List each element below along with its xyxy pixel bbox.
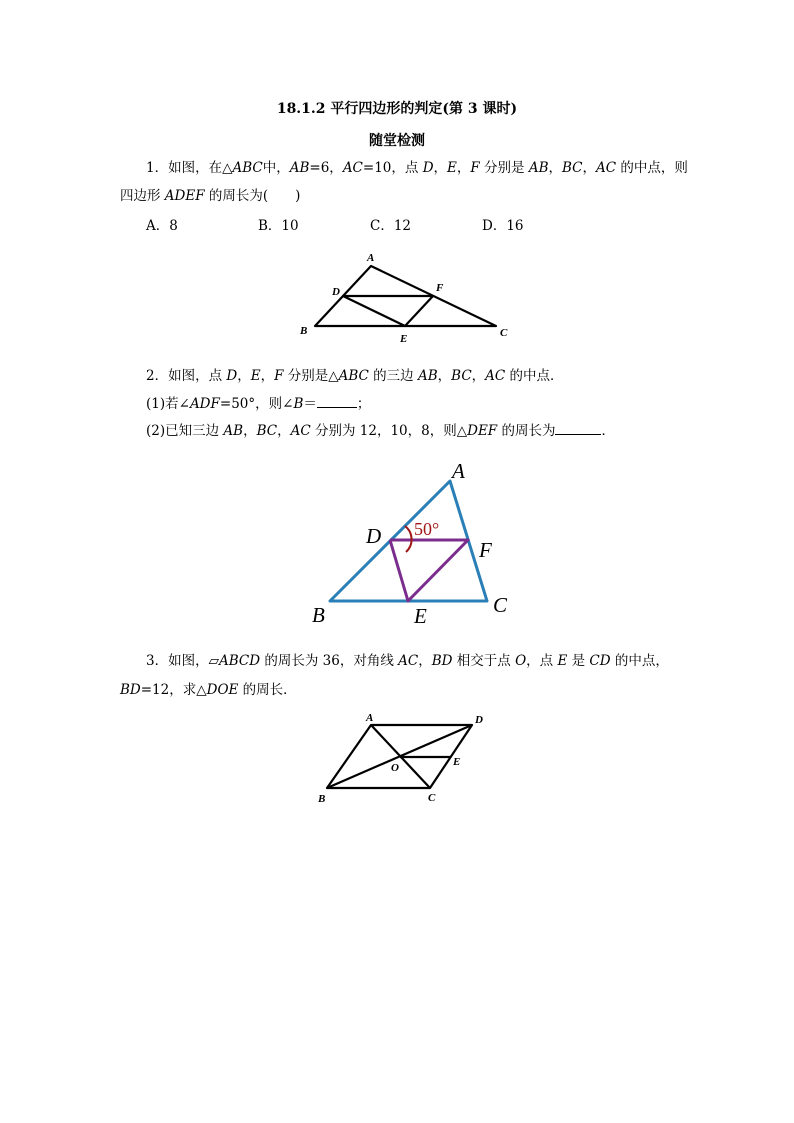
text: =12，求△: [140, 682, 207, 698]
text: ABC: [338, 368, 369, 384]
text: (1)若∠: [146, 396, 190, 412]
text: BD: [431, 653, 453, 669]
text: E: [250, 368, 261, 384]
text: CD: [589, 653, 611, 669]
text: 1．如图，在△: [146, 160, 233, 176]
page-title: 18.1.2 平行四边形的判定(第 3 课时): [276, 101, 518, 117]
q3-label-o: O: [391, 762, 399, 774]
q1-option-d[interactable]: D．16: [482, 218, 524, 234]
q1-option-a[interactable]: A．8: [146, 218, 178, 234]
text: 的周长．: [238, 682, 297, 698]
q3-label-c: C: [428, 792, 436, 804]
text: ，: [437, 368, 452, 384]
text: AC: [342, 160, 363, 176]
text: BC: [256, 423, 278, 439]
text: ，: [260, 368, 275, 384]
text: ，点: [526, 653, 558, 669]
text: AB: [528, 160, 549, 176]
text: ．: [601, 423, 615, 439]
text: ，: [277, 423, 291, 439]
text: AB: [417, 368, 438, 384]
text: =50°，则∠: [219, 396, 294, 412]
q1-label-d: D: [332, 286, 340, 298]
text: D: [422, 160, 434, 176]
text: =6，: [309, 160, 343, 176]
text: (2)已知三边: [146, 423, 224, 439]
text: 的中点．: [505, 368, 564, 384]
text: 分别是: [479, 160, 529, 176]
text: 分别是△: [283, 368, 339, 384]
text: 是: [567, 653, 590, 669]
text: 的周长为( ): [204, 188, 301, 204]
text: B: [293, 396, 304, 412]
text: BD: [120, 682, 141, 698]
q1-label-c: C: [500, 327, 508, 339]
text: E: [557, 653, 568, 669]
text: AB: [223, 423, 244, 439]
text: ，: [433, 160, 448, 176]
q2-label-e: E: [414, 604, 427, 628]
text: ，: [548, 160, 563, 176]
text: 相交于点: [452, 653, 516, 669]
text: BC: [562, 160, 583, 176]
q3-label-b: B: [318, 793, 326, 805]
text: D: [226, 368, 238, 384]
text: AC: [290, 423, 311, 439]
text: ABC: [232, 160, 263, 176]
text: 的周长为 36，对角线: [260, 653, 399, 669]
text: 的三边: [368, 368, 418, 384]
q1-option-b[interactable]: B．10: [258, 218, 299, 234]
text: F: [470, 160, 480, 176]
q2-label-d: D: [366, 524, 382, 548]
text: BC: [451, 368, 472, 384]
q1-label-f: F: [436, 282, 444, 294]
text: ，: [243, 423, 257, 439]
text: 2．如图，点: [146, 368, 227, 384]
text: ABCD: [218, 653, 261, 669]
q2-label-a: A: [452, 459, 465, 483]
text: ，: [237, 368, 251, 384]
text: F: [274, 368, 284, 384]
text: 的中点，: [610, 653, 669, 669]
text: 分别为 12，10，8，则△: [310, 423, 468, 439]
text: ；: [356, 396, 371, 412]
text: 3．如图，▱: [146, 653, 219, 669]
q1-label-e: E: [400, 333, 408, 345]
text: 的周长为: [497, 423, 556, 439]
q3-label-d: D: [475, 714, 483, 726]
text: ADEF: [164, 188, 205, 204]
q2-label-b: B: [312, 603, 325, 627]
text: DOE: [206, 682, 239, 698]
q2-angle-label: 50°: [414, 519, 440, 539]
text: DEF: [467, 423, 498, 439]
text: ＝: [303, 396, 317, 412]
q3-label-e: E: [453, 756, 461, 768]
text: AC: [398, 653, 419, 669]
q1-label-b: B: [300, 325, 308, 337]
text: =10，点: [362, 160, 423, 176]
text: ，: [456, 160, 471, 176]
text: AB: [289, 160, 310, 176]
q2-label-f: F: [479, 538, 492, 562]
text: O: [515, 653, 527, 669]
text: 中，: [262, 160, 290, 176]
q3-label-a: A: [366, 712, 374, 724]
section-heading: 随堂检测: [369, 133, 425, 149]
text: 的中点，则: [616, 160, 688, 176]
q2-label-c: C: [493, 593, 508, 617]
text: ，: [471, 368, 486, 384]
text: 四边形: [120, 188, 165, 204]
text: ，: [582, 160, 597, 176]
q1-option-c[interactable]: C．12: [370, 218, 412, 234]
text: E: [447, 160, 457, 176]
text: ADF: [189, 396, 220, 412]
text: AC: [596, 160, 617, 176]
text: ，: [418, 653, 432, 669]
q1-label-a: A: [367, 252, 375, 264]
text: AC: [485, 368, 506, 384]
